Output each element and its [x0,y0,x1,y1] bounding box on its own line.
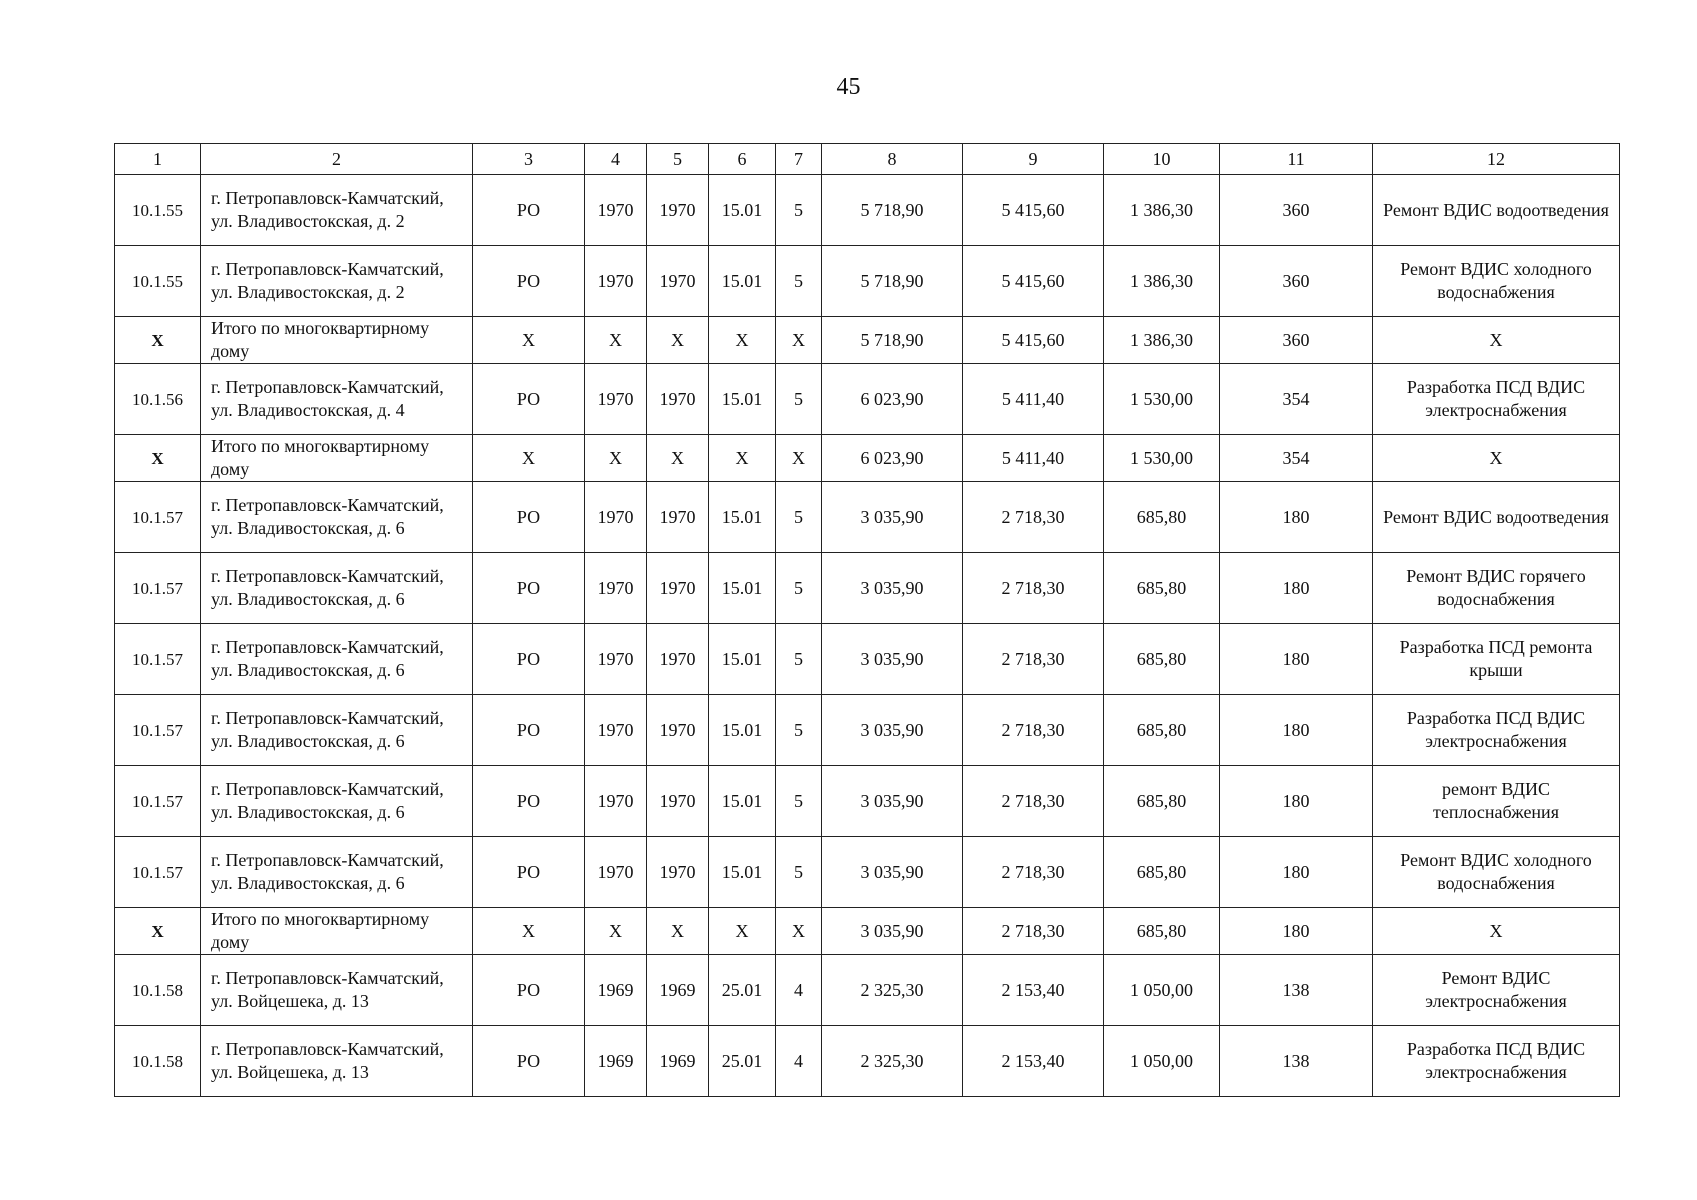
column-number-cell: 9 [963,144,1104,175]
residents-cell: 354 [1220,435,1373,482]
work-type-cell: ремонт ВДИС теплоснабжения [1373,766,1620,837]
total-area-cell: 5 718,90 [822,175,963,246]
item-code-cell: 10.1.57 [115,766,201,837]
living-area-cell: 2 718,30 [963,482,1104,553]
address-cell: г. Петропавловск-Камчатский, ул. Владивостокская, д. 6 [201,482,473,553]
total-area-cell: 6 023,90 [822,435,963,482]
registry-body [115,144,1620,1097]
residents-cell: 360 [1220,175,1373,246]
column-number-cell: 7 [776,144,822,175]
non-living-area-cell: 685,80 [1104,482,1220,553]
address-cell: г. Петропавловск-Камчатский, ул. Владивостокская, д. 6 [201,695,473,766]
residents-cell: 354 [1220,364,1373,435]
commission-year-cell: Х [647,435,709,482]
build-year-cell: 1970 [585,175,647,246]
total-area-cell: 3 035,90 [822,482,963,553]
residents-cell: 180 [1220,624,1373,695]
commission-year-cell: 1970 [647,695,709,766]
floors-cell: Х [776,435,822,482]
residents-cell: 180 [1220,837,1373,908]
address-cell: г. Петропавловск-Камчатский, ул. Владивостокская, д. 6 [201,837,473,908]
work-type-cell: Х [1373,435,1620,482]
address-cell: Итого по многоквартирному дому [201,317,473,364]
work-type-cell: Х [1373,908,1620,955]
work-type-cell: Ремонт ВДИС водоотведения [1373,175,1620,246]
floors-cell: 5 [776,553,822,624]
floors-cell: 5 [776,837,822,908]
commission-year-cell: 1970 [647,766,709,837]
commission-year-cell: 1970 [647,482,709,553]
non-living-area-cell: 1 050,00 [1104,955,1220,1026]
residents-cell: 180 [1220,908,1373,955]
total-area-cell: 2 325,30 [822,955,963,1026]
total-area-cell: 3 035,90 [822,908,963,955]
building-total-row [115,317,1620,364]
non-living-area-cell: 1 530,00 [1104,435,1220,482]
ownership-method-cell: Х [473,908,585,955]
table-row [115,766,1620,837]
total-area-cell: 6 023,90 [822,364,963,435]
non-living-area-cell: 1 386,30 [1104,317,1220,364]
build-year-cell: 1970 [585,553,647,624]
wall-material-cell: 15.01 [709,553,776,624]
living-area-cell: 5 415,60 [963,246,1104,317]
floors-cell: 4 [776,955,822,1026]
column-number-cell: 8 [822,144,963,175]
ownership-method-cell: РО [473,837,585,908]
column-number-cell: 10 [1104,144,1220,175]
commission-year-cell: 1970 [647,175,709,246]
commission-year-cell: 1970 [647,837,709,908]
building-total-row [115,435,1620,482]
ownership-method-cell: РО [473,695,585,766]
non-living-area-cell: 685,80 [1104,624,1220,695]
build-year-cell: 1970 [585,837,647,908]
wall-material-cell: 15.01 [709,837,776,908]
column-number-cell: 11 [1220,144,1373,175]
commission-year-cell: 1970 [647,246,709,317]
build-year-cell: 1970 [585,695,647,766]
wall-material-cell: Х [709,908,776,955]
build-year-cell: 1969 [585,955,647,1026]
ownership-method-cell: РО [473,482,585,553]
residents-cell: 180 [1220,695,1373,766]
floors-cell: Х [776,908,822,955]
total-area-cell: 3 035,90 [822,766,963,837]
wall-material-cell: 15.01 [709,766,776,837]
table-row [115,175,1620,246]
total-area-cell: 3 035,90 [822,624,963,695]
column-number-cell: 6 [709,144,776,175]
item-code-cell: 10.1.55 [115,175,201,246]
table-row [115,553,1620,624]
floors-cell: 5 [776,766,822,837]
page-number: 45 [836,74,861,100]
build-year-cell: Х [585,908,647,955]
work-type-cell: Ремонт ВДИС холодного водоснабжения [1373,837,1620,908]
living-area-cell: 2 718,30 [963,766,1104,837]
ownership-method-cell: РО [473,364,585,435]
build-year-cell: 1970 [585,364,647,435]
floors-cell: 5 [776,482,822,553]
table-row [115,1026,1620,1097]
floors-cell: Х [776,317,822,364]
commission-year-cell: 1970 [647,553,709,624]
non-living-area-cell: 685,80 [1104,553,1220,624]
wall-material-cell: 25.01 [709,955,776,1026]
non-living-area-cell: 1 050,00 [1104,1026,1220,1097]
address-cell: г. Петропавловск-Камчатский, ул. Владивостокская, д. 6 [201,766,473,837]
table-row [115,364,1620,435]
build-year-cell: Х [585,435,647,482]
non-living-area-cell: 1 386,30 [1104,175,1220,246]
address-cell: Итого по многоквартирному дому [201,435,473,482]
non-living-area-cell: 1 530,00 [1104,364,1220,435]
table-row [115,695,1620,766]
work-type-cell: Ремонт ВДИС водоотведения [1373,482,1620,553]
address-cell: г. Петропавловск-Камчатский, ул. Владивостокская, д. 2 [201,246,473,317]
item-code-cell: 10.1.57 [115,837,201,908]
item-code-cell: Х [115,435,201,482]
ownership-method-cell: РО [473,553,585,624]
living-area-cell: 2 153,40 [963,955,1104,1026]
build-year-cell: 1970 [585,766,647,837]
total-area-cell: 3 035,90 [822,553,963,624]
address-cell: г. Петропавловск-Камчатский, ул. Владивостокская, д. 6 [201,553,473,624]
non-living-area-cell: 685,80 [1104,695,1220,766]
wall-material-cell: 15.01 [709,246,776,317]
ownership-method-cell: РО [473,175,585,246]
residents-cell: 360 [1220,246,1373,317]
address-cell: г. Петропавловск-Камчатский, ул. Войцешека, д. 13 [201,1026,473,1097]
non-living-area-cell: 685,80 [1104,908,1220,955]
item-code-cell: 10.1.57 [115,553,201,624]
table-row [115,624,1620,695]
living-area-cell: 2 718,30 [963,695,1104,766]
residents-cell: 180 [1220,482,1373,553]
registry-table [114,143,1620,1097]
work-type-cell: Ремонт ВДИС электроснабжения [1373,955,1620,1026]
living-area-cell: 2 153,40 [963,1026,1104,1097]
column-number-cell: 1 [115,144,201,175]
ownership-method-cell: Х [473,317,585,364]
living-area-cell: 5 411,40 [963,364,1104,435]
item-code-cell: 10.1.55 [115,246,201,317]
wall-material-cell: Х [709,317,776,364]
ownership-method-cell: Х [473,435,585,482]
wall-material-cell: 25.01 [709,1026,776,1097]
floors-cell: 5 [776,175,822,246]
commission-year-cell: Х [647,908,709,955]
floors-cell: 5 [776,246,822,317]
commission-year-cell: 1970 [647,624,709,695]
address-cell: г. Петропавловск-Камчатский, ул. Владивостокская, д. 4 [201,364,473,435]
living-area-cell: 5 411,40 [963,435,1104,482]
column-number-cell: 2 [201,144,473,175]
table-row [115,246,1620,317]
residents-cell: 180 [1220,553,1373,624]
total-area-cell: 3 035,90 [822,837,963,908]
work-type-cell: Ремонт ВДИС горячего водоснабжения [1373,553,1620,624]
item-code-cell: Х [115,908,201,955]
commission-year-cell: 1969 [647,1026,709,1097]
column-number-cell: 12 [1373,144,1620,175]
address-cell: г. Петропавловск-Камчатский, ул. Владивостокская, д. 6 [201,624,473,695]
floors-cell: 5 [776,695,822,766]
address-cell: г. Петропавловск-Камчатский, ул. Войцешека, д. 13 [201,955,473,1026]
address-cell: г. Петропавловск-Камчатский, ул. Владивостокская, д. 2 [201,175,473,246]
total-area-cell: 3 035,90 [822,695,963,766]
build-year-cell: 1970 [585,482,647,553]
floors-cell: 5 [776,624,822,695]
work-type-cell: Разработка ПСД ремонта крыши [1373,624,1620,695]
item-code-cell: 10.1.57 [115,624,201,695]
item-code-cell: 10.1.58 [115,955,201,1026]
item-code-cell: 10.1.58 [115,1026,201,1097]
work-type-cell: Разработка ПСД ВДИС электроснабжения [1373,1026,1620,1097]
non-living-area-cell: 1 386,30 [1104,246,1220,317]
commission-year-cell: 1969 [647,955,709,1026]
ownership-method-cell: РО [473,1026,585,1097]
build-year-cell: 1970 [585,246,647,317]
commission-year-cell: Х [647,317,709,364]
item-code-cell: Х [115,317,201,364]
wall-material-cell: 15.01 [709,482,776,553]
work-type-cell: Разработка ПСД ВДИС электроснабжения [1373,364,1620,435]
work-type-cell: Разработка ПСД ВДИС электроснабжения [1373,695,1620,766]
wall-material-cell: 15.01 [709,624,776,695]
residents-cell: 138 [1220,1026,1373,1097]
ownership-method-cell: РО [473,955,585,1026]
wall-material-cell: 15.01 [709,364,776,435]
column-number-cell: 4 [585,144,647,175]
floors-cell: 4 [776,1026,822,1097]
total-area-cell: 5 718,90 [822,246,963,317]
work-type-cell: Ремонт ВДИС холодного водоснабжения [1373,246,1620,317]
ownership-method-cell: РО [473,766,585,837]
item-code-cell: 10.1.57 [115,695,201,766]
living-area-cell: 2 718,30 [963,908,1104,955]
non-living-area-cell: 685,80 [1104,837,1220,908]
build-year-cell: Х [585,317,647,364]
column-number-cell: 5 [647,144,709,175]
total-area-cell: 5 718,90 [822,317,963,364]
residents-cell: 180 [1220,766,1373,837]
residents-cell: 138 [1220,955,1373,1026]
living-area-cell: 2 718,30 [963,553,1104,624]
address-cell: Итого по многоквартирному дому [201,908,473,955]
wall-material-cell: 15.01 [709,695,776,766]
item-code-cell: 10.1.57 [115,482,201,553]
total-area-cell: 2 325,30 [822,1026,963,1097]
build-year-cell: 1969 [585,1026,647,1097]
table-row [115,955,1620,1026]
table-row [115,482,1620,553]
non-living-area-cell: 685,80 [1104,766,1220,837]
wall-material-cell: Х [709,435,776,482]
living-area-cell: 2 718,30 [963,624,1104,695]
column-number-row [115,144,1620,175]
ownership-method-cell: РО [473,624,585,695]
commission-year-cell: 1970 [647,364,709,435]
residents-cell: 360 [1220,317,1373,364]
item-code-cell: 10.1.56 [115,364,201,435]
column-number-cell: 3 [473,144,585,175]
build-year-cell: 1970 [585,624,647,695]
work-type-cell: Х [1373,317,1620,364]
floors-cell: 5 [776,364,822,435]
living-area-cell: 2 718,30 [963,837,1104,908]
wall-material-cell: 15.01 [709,175,776,246]
table-row [115,837,1620,908]
living-area-cell: 5 415,60 [963,317,1104,364]
building-total-row [115,908,1620,955]
living-area-cell: 5 415,60 [963,175,1104,246]
ownership-method-cell: РО [473,246,585,317]
